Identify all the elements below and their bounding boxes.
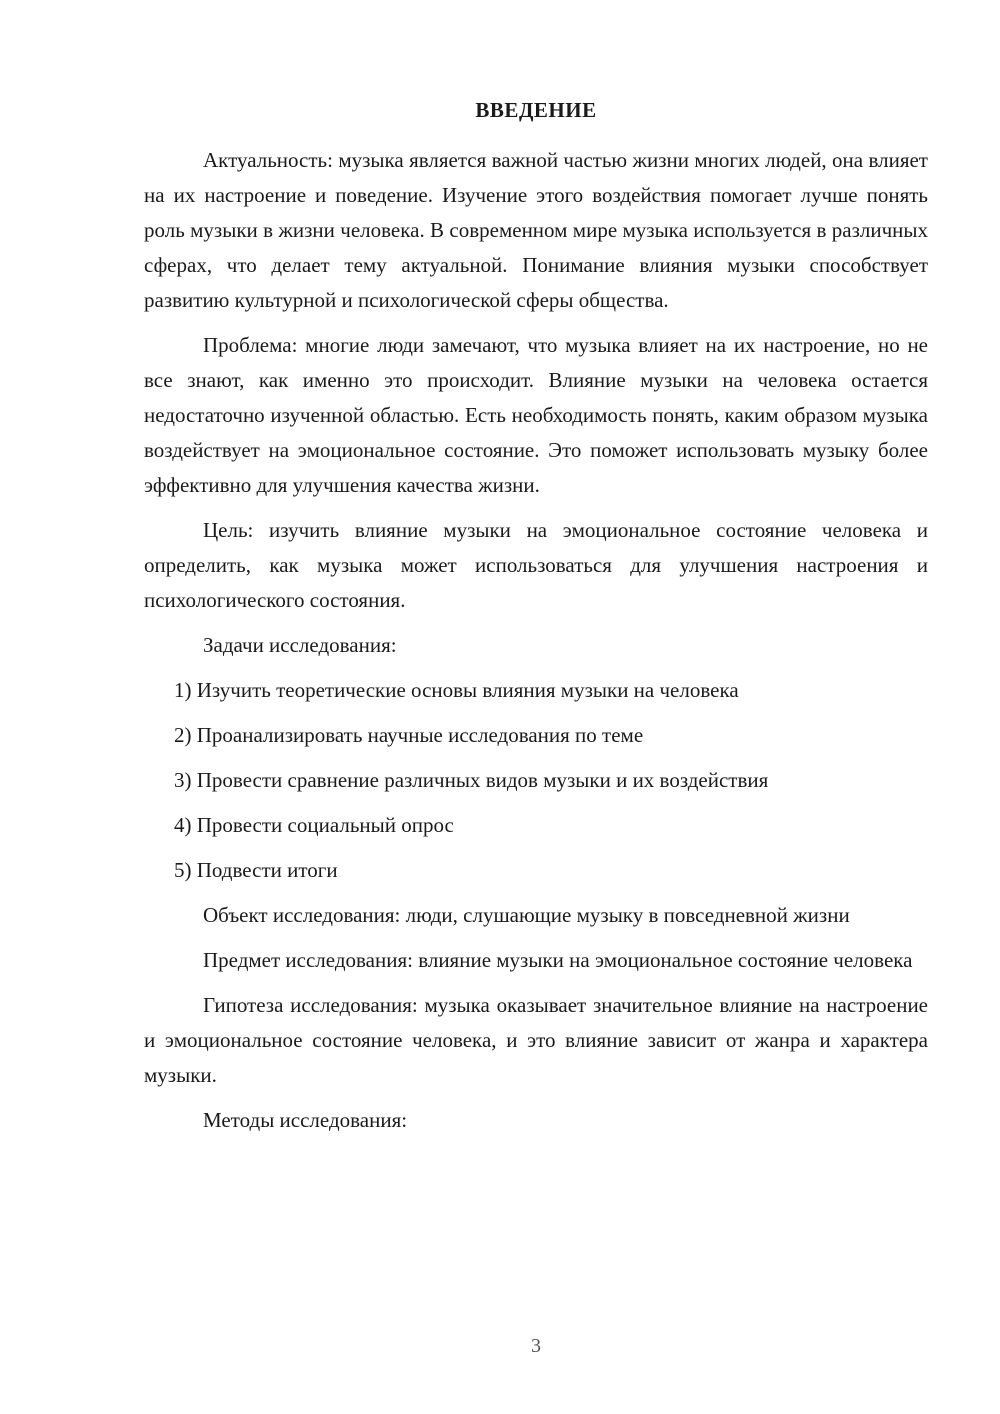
goal-paragraph: Цель: изучить влияние музыки на эмоциональное состояние человека и определить, как музыка может использоваться для улучшения настроения и психологического состояния.: [144, 518, 928, 612]
methods-heading: Методы исследования:: [203, 1108, 408, 1132]
section-title: ВВЕДЕНИЕ: [475, 98, 597, 122]
document-page: [144, 95, 928, 1148]
object-paragraph: Объект исследования: люди, слушающие музыку в повседневной жизни: [203, 903, 850, 927]
subject-paragraph: Предмет исследования: влияние музыки на эмоциональное состояние человека: [203, 948, 913, 972]
list-item: 1) Изучить теоретические основы влияния музыки на человека: [174, 678, 739, 702]
relevance-paragraph: Актуальность: музыка является важной частью жизни многих людей, она влияет на их настроение и поведение. Изучение этого воздействия помогает лучше понять роль музыки в жизни человека. В современном мире музыка используется в различных сферах, что делает тему актуальной. Понимание влияния музыки способствует развитию культурной и психологической сферы общества.: [144, 148, 928, 312]
tasks-list: [144, 673, 928, 888]
hypothesis-paragraph: Гипотеза исследования: музыка оказывает значительное влияние на настроение и эмоциональное состояние человека, и это влияние зависит от жанра и характера музыки.: [144, 993, 928, 1087]
list-item: 4) Провести социальный опрос: [174, 813, 454, 837]
list-item: 2) Проанализировать научные исследования по теме: [174, 723, 644, 747]
list-item: 5) Подвести итоги: [174, 858, 338, 882]
page-number: 3: [531, 1335, 541, 1357]
list-item: 3) Провести сравнение различных видов музыки и их воздействия: [174, 768, 769, 792]
problem-paragraph: Проблема: многие люди замечают, что музыка влияет на их настроение, но не все знают, как именно это происходит. Влияние музыки на человека остается недостаточно изученной областью. Есть необходимость понять, каким образом музыка воздействует на эмоциональное состояние. Это поможет использовать музыку более эффективно для улучшения качества жизни.: [144, 333, 928, 497]
tasks-heading: Задачи исследования:: [203, 633, 397, 657]
